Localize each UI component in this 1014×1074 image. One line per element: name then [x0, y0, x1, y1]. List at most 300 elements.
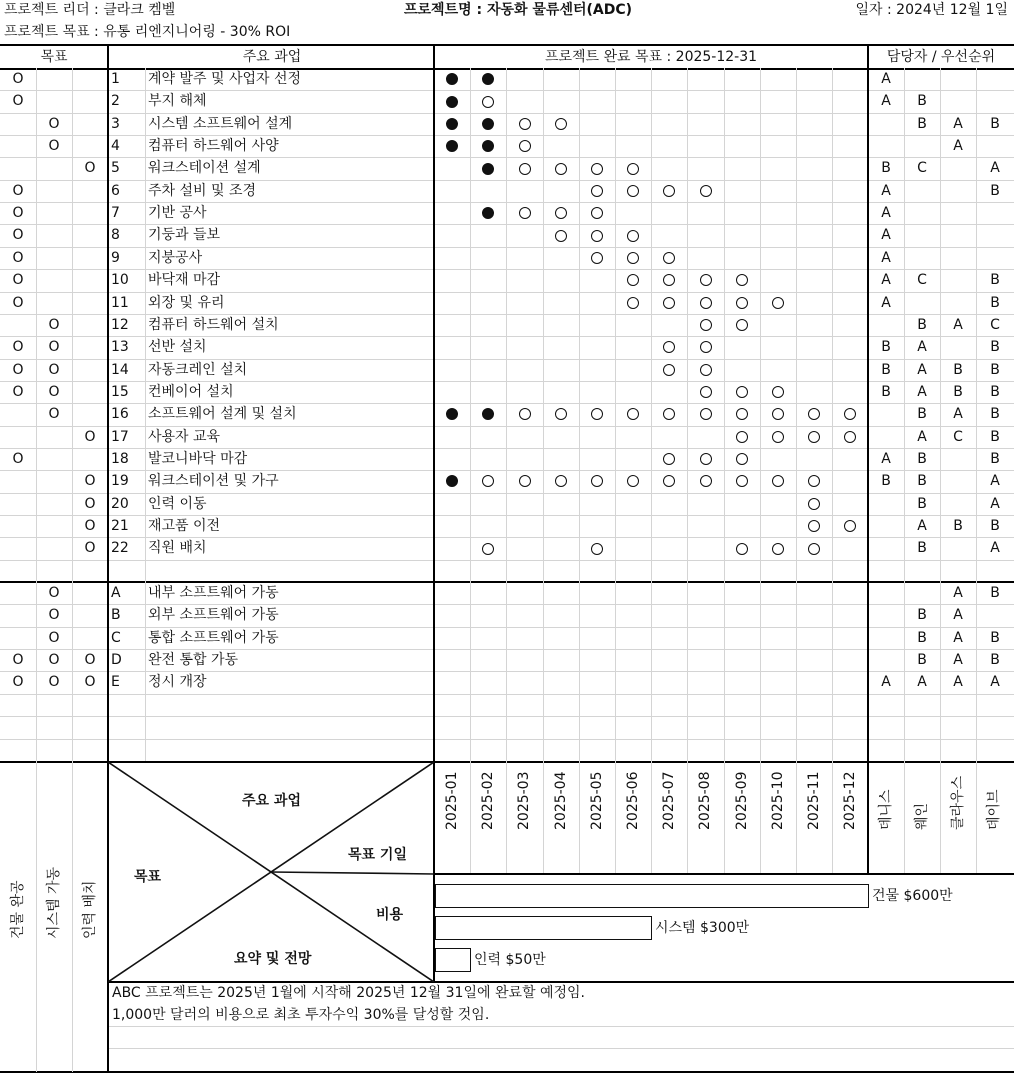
- objective-mark: [0, 515, 36, 537]
- owner-priority: A: [881, 205, 891, 222]
- open-circle-mark: [519, 408, 531, 420]
- open-circle-mark: [808, 431, 820, 443]
- cost-bar: [435, 948, 471, 972]
- task-number: 8: [111, 227, 120, 244]
- task-number: 14: [111, 361, 129, 378]
- open-circle-mark: [627, 408, 639, 420]
- objective-mark: [36, 292, 72, 314]
- task-name: 워크스테이션 설계: [148, 160, 261, 177]
- open-circle-mark: [844, 408, 856, 420]
- rule: [0, 1071, 1014, 1073]
- filled-circle-mark: [482, 207, 494, 219]
- task-name: 컴퓨터 하드웨어 설치: [148, 316, 279, 333]
- open-circle-mark: [663, 297, 675, 309]
- owner-priority: [976, 604, 1014, 626]
- open-circle-mark: [663, 364, 675, 376]
- open-circle-mark: [736, 408, 748, 420]
- task-number: 22: [111, 540, 129, 557]
- month-label: 2025-01: [444, 771, 460, 830]
- open-circle-mark: [627, 230, 639, 242]
- rule: [687, 68, 688, 873]
- open-circle-mark: [482, 96, 494, 108]
- diagram-summary-label: 요약 및 전망: [234, 951, 312, 967]
- owner-priority: [940, 157, 976, 179]
- open-circle-mark: [808, 408, 820, 420]
- filled-circle-mark: [482, 163, 494, 175]
- task-name: 발코니바닥 마감: [148, 450, 248, 467]
- project-goal: 프로젝트 목표 : 유통 리엔지니어링 - 30% ROI: [4, 24, 291, 40]
- open-circle-mark: [627, 475, 639, 487]
- task-number: 2: [111, 93, 120, 110]
- objective-mark: O: [48, 361, 60, 378]
- open-circle-mark: [700, 319, 712, 331]
- owner-priority: A: [953, 607, 963, 624]
- objective-mark: [36, 515, 72, 537]
- open-circle-mark: [808, 520, 820, 532]
- open-circle-mark: [627, 185, 639, 197]
- objective-mark: O: [12, 674, 24, 691]
- objective-mark: [72, 582, 108, 604]
- task-name: 워크스테이션 및 가구: [148, 473, 279, 490]
- task-name: 기둥과 들보: [148, 227, 221, 244]
- open-circle-mark: [700, 185, 712, 197]
- owner-priority: [904, 180, 940, 202]
- task-name: 통합 소프트웨어 가동: [148, 629, 279, 646]
- open-circle-mark: [591, 252, 603, 264]
- rule: [832, 68, 833, 873]
- open-circle-mark: [519, 475, 531, 487]
- objective-mark: O: [12, 294, 24, 311]
- objective-mark: [72, 448, 108, 470]
- owner-priority: B: [881, 473, 891, 490]
- owner-priority: [868, 314, 904, 336]
- objective-mark: O: [12, 227, 24, 244]
- rule: [0, 560, 1014, 561]
- open-circle-mark: [808, 498, 820, 510]
- rule: [108, 1026, 1014, 1027]
- task-number: 15: [111, 383, 129, 400]
- task-name: 계약 발주 및 사업자 선정: [148, 71, 302, 87]
- owner-priority: [940, 493, 976, 515]
- objective-mark: O: [48, 585, 60, 602]
- owner-priority: [868, 515, 904, 537]
- objective-mark: O: [84, 652, 96, 669]
- cost-bar: [435, 884, 869, 908]
- objective-mark: O: [48, 316, 60, 333]
- objective-mark: [72, 381, 108, 403]
- open-circle-mark: [519, 207, 531, 219]
- rule: [0, 739, 1014, 740]
- owner-priority: A: [881, 272, 891, 289]
- open-circle-mark: [772, 408, 784, 420]
- open-circle-mark: [663, 475, 675, 487]
- task-name: 컴퓨터 하드웨어 사양: [148, 138, 279, 155]
- month-label: 2025-11: [806, 771, 822, 830]
- owner-priority: B: [990, 115, 1000, 132]
- open-circle-mark: [700, 453, 712, 465]
- objective-mark: [36, 157, 72, 179]
- objective-mark: [0, 470, 36, 492]
- owner-priority: B: [990, 339, 1000, 356]
- objective-mark: O: [48, 383, 60, 400]
- objective-mark: [36, 68, 72, 90]
- open-circle-mark: [736, 431, 748, 443]
- owners-header: 담당자 / 우선순위: [886, 49, 996, 65]
- owner-priority: B: [990, 428, 1000, 445]
- task-name: 부지 해체: [148, 93, 207, 110]
- objective-mark: [0, 604, 36, 626]
- task-number: 5: [111, 160, 120, 177]
- task-name: 바닥재 마감: [148, 272, 221, 289]
- open-circle-mark: [808, 475, 820, 487]
- task-number: 7: [111, 205, 120, 222]
- summary-line-2: 1,000만 달러의 비용으로 최초 투자수익 30%를 달성할 것임.: [112, 1007, 490, 1023]
- owner-priority: A: [953, 674, 963, 691]
- open-circle-mark: [736, 386, 748, 398]
- month-label: 2025-12: [842, 771, 858, 830]
- task-number: C: [111, 629, 121, 646]
- open-circle-mark: [519, 140, 531, 152]
- objective-mark: [72, 224, 108, 246]
- owner-priority: B: [881, 383, 891, 400]
- open-circle-mark: [736, 319, 748, 331]
- open-circle-mark: [772, 386, 784, 398]
- open-circle-mark: [844, 431, 856, 443]
- open-circle-mark: [736, 274, 748, 286]
- owner-priority: [868, 493, 904, 515]
- rule: [543, 68, 544, 873]
- open-circle-mark: [772, 297, 784, 309]
- rule: [760, 68, 761, 873]
- objective-mark: [36, 180, 72, 202]
- open-circle-mark: [591, 185, 603, 197]
- month-label: 2025-06: [625, 771, 641, 830]
- objective-mark: O: [84, 473, 96, 490]
- filled-circle-mark: [446, 140, 458, 152]
- filled-circle-mark: [482, 408, 494, 420]
- objective-mark: [72, 90, 108, 112]
- objective-mark: [0, 403, 36, 425]
- owner-priority: A: [990, 674, 1000, 691]
- task-number: 12: [111, 316, 129, 333]
- objective-mark: [72, 627, 108, 649]
- objective-mark: [36, 493, 72, 515]
- owner-priority: [940, 292, 976, 314]
- open-circle-mark: [591, 543, 603, 555]
- owner-priority: B: [881, 160, 891, 177]
- task-number: 1: [111, 71, 120, 87]
- task-number: A: [111, 585, 121, 602]
- open-circle-mark: [700, 386, 712, 398]
- objective-mark: [72, 68, 108, 90]
- objective-mark: [72, 135, 108, 157]
- task-name: 인력 이동: [148, 495, 207, 512]
- owner-priority: [868, 135, 904, 157]
- owner-priority: [868, 537, 904, 559]
- owner-name-label: 웨인: [914, 802, 930, 830]
- owner-priority: B: [990, 272, 1000, 289]
- objective-mark: [36, 537, 72, 559]
- owner-priority: B: [881, 339, 891, 356]
- owner-priority: B: [990, 652, 1000, 669]
- task-name: 선반 설치: [148, 339, 207, 356]
- owner-priority: [940, 90, 976, 112]
- filled-circle-mark: [482, 140, 494, 152]
- open-circle-mark: [627, 297, 639, 309]
- open-circle-mark: [627, 163, 639, 175]
- task-number: 4: [111, 138, 120, 155]
- open-circle-mark: [700, 341, 712, 353]
- owner-priority: [904, 582, 940, 604]
- owner-priority: A: [990, 473, 1000, 490]
- owner-priority: C: [990, 316, 1000, 333]
- open-circle-mark: [519, 163, 531, 175]
- objective-mark: O: [48, 115, 60, 132]
- month-label: 2025-09: [734, 771, 750, 830]
- owner-priority: B: [917, 316, 927, 333]
- owner-priority: A: [881, 294, 891, 311]
- owner-priority: A: [881, 93, 891, 110]
- owner-priority: B: [990, 629, 1000, 646]
- owner-priority: A: [953, 406, 963, 423]
- diagram-tasks-label: 주요 과업: [242, 793, 301, 809]
- task-number: 16: [111, 406, 129, 423]
- owner-priority: A: [881, 71, 891, 87]
- owner-priority: [940, 180, 976, 202]
- rule: [0, 716, 1014, 717]
- task-name: 사용자 교육: [148, 428, 221, 445]
- owner-priority: A: [953, 585, 963, 602]
- open-circle-mark: [772, 431, 784, 443]
- task-name: 외장 및 유리: [148, 294, 225, 311]
- owner-priority: B: [917, 115, 927, 132]
- task-number: 19: [111, 473, 129, 490]
- owner-priority: A: [881, 182, 891, 199]
- open-circle-mark: [663, 252, 675, 264]
- owner-name-label: 데니스: [878, 789, 894, 830]
- rule: [651, 68, 652, 873]
- owner-priority: A: [917, 428, 927, 445]
- owner-priority: [904, 224, 940, 246]
- objective-mark: [72, 269, 108, 291]
- owner-priority: C: [917, 160, 927, 177]
- owner-priority: A: [917, 361, 927, 378]
- open-circle-mark: [700, 274, 712, 286]
- objective-mark: O: [12, 71, 24, 87]
- task-number: 3: [111, 115, 120, 132]
- owner-priority: [868, 627, 904, 649]
- owner-priority: [940, 336, 976, 358]
- owner-priority: [904, 135, 940, 157]
- owner-priority: B: [881, 361, 891, 378]
- owner-priority: A: [917, 674, 927, 691]
- open-circle-mark: [482, 543, 494, 555]
- task-number: 11: [111, 294, 129, 311]
- owner-priority: B: [990, 383, 1000, 400]
- objective-mark: [72, 359, 108, 381]
- owner-priority: B: [990, 361, 1000, 378]
- owner-priority: B: [917, 450, 927, 467]
- objective-mark: [0, 493, 36, 515]
- objective-mark: O: [12, 93, 24, 110]
- owner-priority: B: [990, 450, 1000, 467]
- task-name: 직원 배치: [148, 540, 207, 557]
- open-circle-mark: [736, 475, 748, 487]
- objective-mark: [36, 247, 72, 269]
- owner-priority: B: [990, 294, 1000, 311]
- open-circle-mark: [844, 520, 856, 532]
- owner-priority: [904, 247, 940, 269]
- filled-circle-mark: [446, 73, 458, 85]
- task-name: 외부 소프트웨어 가동: [148, 607, 279, 624]
- diagram-target-date-label: 목표 기일: [348, 847, 407, 863]
- open-circle-mark: [772, 543, 784, 555]
- owner-priority: B: [990, 518, 1000, 534]
- open-circle-mark: [555, 408, 567, 420]
- objective-mark: O: [12, 339, 24, 356]
- owner-priority: [940, 269, 976, 291]
- task-name: 시스템 소프트웨어 설계: [148, 115, 293, 132]
- open-circle-mark: [700, 475, 712, 487]
- task-number: 18: [111, 450, 129, 467]
- owner-priority: A: [881, 249, 891, 266]
- month-label: 2025-02: [480, 771, 496, 830]
- open-circle-mark: [591, 230, 603, 242]
- objective-mark: O: [12, 182, 24, 199]
- open-circle-mark: [482, 475, 494, 487]
- open-circle-mark: [736, 297, 748, 309]
- owner-priority: A: [990, 495, 1000, 512]
- owner-priority: [976, 202, 1014, 224]
- owner-priority: B: [990, 406, 1000, 423]
- task-name: 재고품 이전: [148, 518, 221, 534]
- owner-priority: [868, 113, 904, 135]
- owner-priority: [976, 90, 1014, 112]
- objective-mark: [0, 157, 36, 179]
- objective-mark: [72, 314, 108, 336]
- task-number: 6: [111, 182, 120, 199]
- owner-priority: B: [953, 361, 963, 378]
- project-leader: 프로젝트 리더 : 클라크 켐벨: [4, 2, 176, 18]
- owner-priority: B: [917, 540, 927, 557]
- owner-priority: B: [917, 652, 927, 669]
- objective-mark: [36, 90, 72, 112]
- objective-mark: O: [12, 361, 24, 378]
- open-circle-mark: [663, 185, 675, 197]
- owner-priority: [868, 604, 904, 626]
- summary-line-1: ABC 프로젝트는 2025년 1월에 시작해 2025년 12월 31일에 완료할 예정임.: [112, 985, 586, 1001]
- owner-priority: [976, 247, 1014, 269]
- rule: [796, 68, 797, 873]
- owner-name-label: 데이브: [986, 789, 1002, 830]
- owner-priority: B: [990, 585, 1000, 602]
- open-circle-mark: [663, 453, 675, 465]
- task-name: 자동크레인 설치: [148, 361, 248, 378]
- task-name: 컨베이어 설치: [148, 383, 234, 400]
- task-number: 17: [111, 428, 129, 445]
- owner-priority: A: [953, 629, 963, 646]
- objective-mark: O: [48, 652, 60, 669]
- owner-priority: [940, 247, 976, 269]
- report-date: 일자 : 2024년 12월 1일: [855, 2, 1008, 18]
- task-number: 10: [111, 272, 129, 289]
- objective-mark: O: [48, 674, 60, 691]
- objective-mark: O: [84, 495, 96, 512]
- open-circle-mark: [591, 408, 603, 420]
- objective-mark: [36, 202, 72, 224]
- objectives-header: 목표: [40, 49, 68, 65]
- owner-priority: B: [917, 629, 927, 646]
- objective-mark: O: [48, 406, 60, 423]
- open-circle-mark: [700, 297, 712, 309]
- objective-mark: O: [48, 138, 60, 155]
- objective-mark: [36, 470, 72, 492]
- owner-priority: [940, 470, 976, 492]
- objective-mark: [0, 426, 36, 448]
- open-circle-mark: [555, 475, 567, 487]
- open-circle-mark: [591, 163, 603, 175]
- diagram-objectives-label: 목표: [134, 869, 162, 885]
- objective-name-label: 시스템 가동: [46, 866, 62, 939]
- objective-mark: O: [12, 450, 24, 467]
- owner-priority: B: [953, 518, 963, 534]
- rule: [434, 873, 1014, 875]
- owner-priority: [940, 68, 976, 90]
- objective-mark: O: [48, 607, 60, 624]
- owner-priority: A: [953, 115, 963, 132]
- objective-mark: O: [84, 540, 96, 557]
- objective-mark: [0, 113, 36, 135]
- open-circle-mark: [627, 274, 639, 286]
- rule: [0, 44, 1014, 46]
- owner-priority: [868, 649, 904, 671]
- owner-priority: A: [953, 316, 963, 333]
- owner-priority: [904, 68, 940, 90]
- objective-mark: [72, 336, 108, 358]
- objective-mark: [72, 604, 108, 626]
- objective-mark: [0, 314, 36, 336]
- rule: [579, 68, 580, 873]
- cost-bar-label: 시스템 $300만: [655, 920, 750, 936]
- task-number: 9: [111, 249, 120, 266]
- open-circle-mark: [627, 252, 639, 264]
- month-label: 2025-03: [516, 771, 532, 830]
- owner-priority: [976, 68, 1014, 90]
- objective-mark: O: [84, 674, 96, 691]
- open-circle-mark: [591, 475, 603, 487]
- objective-mark: O: [12, 249, 24, 266]
- objective-mark: [0, 537, 36, 559]
- objective-mark: O: [48, 629, 60, 646]
- cost-bar-label: 인력 $50만: [474, 952, 546, 968]
- objective-mark: O: [84, 428, 96, 445]
- objective-mark: [72, 180, 108, 202]
- diagram-cost-label: 비용: [376, 907, 404, 923]
- owner-priority: [976, 135, 1014, 157]
- owner-priority: [868, 426, 904, 448]
- owner-priority: C: [953, 428, 963, 445]
- open-circle-mark: [700, 408, 712, 420]
- open-circle-mark: [808, 543, 820, 555]
- owner-priority: B: [990, 182, 1000, 199]
- objective-mark: O: [12, 383, 24, 400]
- month-label: 2025-07: [661, 771, 677, 830]
- objective-mark: O: [12, 652, 24, 669]
- owner-priority: B: [917, 93, 927, 110]
- owner-priority: B: [917, 473, 927, 490]
- open-circle-mark: [663, 341, 675, 353]
- objective-mark: O: [84, 518, 96, 534]
